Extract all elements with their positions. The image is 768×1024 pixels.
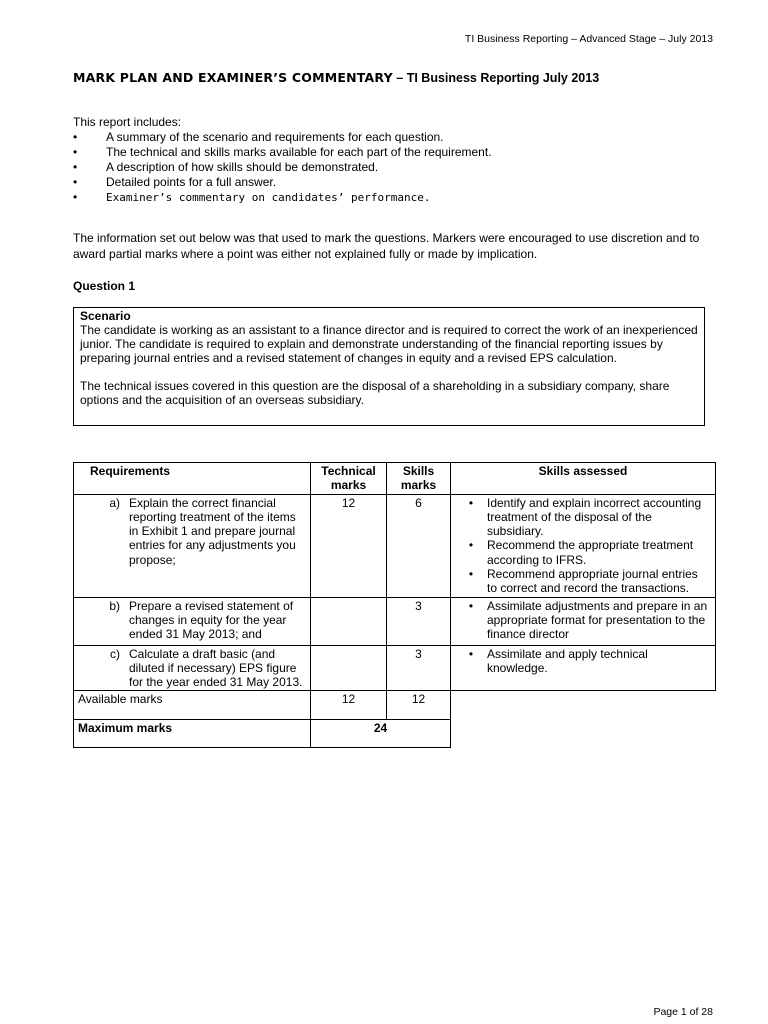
list-item: • The technical and skills marks available for each part of the requirement. — [73, 145, 492, 159]
technical-marks-cell — [311, 645, 387, 691]
skills-marks-cell: 3 — [387, 597, 451, 645]
list-item: • Assimilate adjustments and prepare in an appropriate format for presentation to the finance director — [455, 599, 711, 642]
list-item: • Recommend the appropriate treatment according to IFRS. — [455, 538, 711, 567]
skills-marks-cell: 3 — [387, 645, 451, 691]
technical-marks-cell — [311, 597, 387, 645]
technical-marks-cell: 12 — [311, 494, 387, 597]
bullet-icon: • — [468, 598, 474, 613]
bullet-icon: • — [73, 160, 78, 174]
table-row — [74, 494, 716, 597]
scenario-heading: Scenario — [80, 309, 131, 323]
scenario-paragraph-1: The candidate is working as an assistant to a finance director and is required to correct the work of an inexperienced junior. The candidate is required to explain and demonstrate understanding of the financial reporting issues by preparing journal entries and a revised statement of changes in equity and a revised EPS calculation. — [80, 323, 698, 365]
page-number: Page 1 of 28 — [653, 1006, 713, 1018]
question-heading: Question 1 — [73, 279, 136, 293]
intro-lead: This report includes: — [73, 115, 182, 129]
marking-info-paragraph: The information set out below was that used to mark the questions. Markers were encouraged to use discretion and to award partial marks where a point was either not explained fully or made by implication. — [73, 231, 700, 261]
requirement-cell: b) Prepare a revised statement of changes in equity for the year ended 31 May 2013; and — [74, 597, 311, 645]
available-marks-label: Available marks — [74, 691, 311, 719]
list-item: • Detailed points for a full answer. — [73, 175, 277, 189]
scenario-paragraph-2: The technical issues covered in this question are the disposal of a shareholding in a subsidiary company, share options and the acquisition of an overseas subsidiary. — [80, 379, 670, 407]
bullet-icon: • — [468, 567, 474, 582]
intro-bullet-list — [73, 130, 492, 205]
skills-assessed-cell — [451, 645, 716, 691]
requirement-cell: a) Explain the correct financial reporting treatment of the items in Exhibit 1 and prepare journal entries for any adjustments you propose; — [74, 494, 311, 597]
available-technical-marks: 12 — [311, 691, 387, 719]
bullet-icon: • — [468, 646, 474, 661]
header-skills-assessed: Skills assessed — [451, 463, 716, 495]
bullet-icon: • — [73, 145, 78, 159]
list-item: • A description of how skills should be demonstrated. — [73, 160, 379, 174]
page-title-main: MARK PLAN AND EXAMINER’S COMMENTARY — [73, 70, 393, 85]
skills-assessed-cell — [451, 494, 716, 597]
bullet-icon: • — [468, 538, 474, 553]
list-item: • Assimilate and apply technical knowledge. — [455, 647, 711, 676]
header-requirements: Requirements — [74, 463, 311, 495]
intro-section — [73, 115, 492, 205]
skills-assessed-cell — [451, 597, 716, 645]
header-skills-marks: Skills marks — [387, 463, 451, 495]
bullet-icon: • — [73, 175, 78, 189]
list-item: • Examiner’s commentary on candidates’ performance. — [73, 190, 431, 204]
page-title — [73, 70, 599, 85]
bullet-icon: • — [73, 130, 78, 144]
bullet-icon: • — [468, 495, 474, 510]
available-skills-marks: 12 — [387, 691, 451, 719]
table-row — [74, 597, 716, 645]
maximum-marks-value: 24 — [311, 719, 451, 747]
table-row — [74, 645, 716, 691]
running-header: TI Business Reporting – Advanced Stage – July 2013 — [464, 33, 713, 45]
table-header-row — [74, 463, 716, 495]
list-item: • A summary of the scenario and requirements for each question. — [73, 130, 444, 144]
available-marks-row — [74, 691, 716, 719]
scenario-box — [73, 307, 705, 426]
maximum-marks-label: Maximum marks — [74, 719, 311, 747]
page-title-sub: – TI Business Reporting July 2013 — [392, 71, 600, 85]
bullet-icon: • — [73, 190, 78, 204]
list-item: • Recommend appropriate journal entries to correct and record the transactions. — [455, 567, 711, 596]
requirement-cell: c) Calculate a draft basic (and diluted if necessary) EPS figure for the year ended 31 May 2013. — [74, 645, 311, 691]
skills-marks-cell: 6 — [387, 494, 451, 597]
list-item: • Identify and explain incorrect accounting treatment of the disposal of the subsidiary. — [455, 496, 711, 539]
maximum-marks-row — [74, 719, 716, 747]
requirements-table — [73, 462, 716, 748]
header-technical-marks: Technical marks — [311, 463, 387, 495]
